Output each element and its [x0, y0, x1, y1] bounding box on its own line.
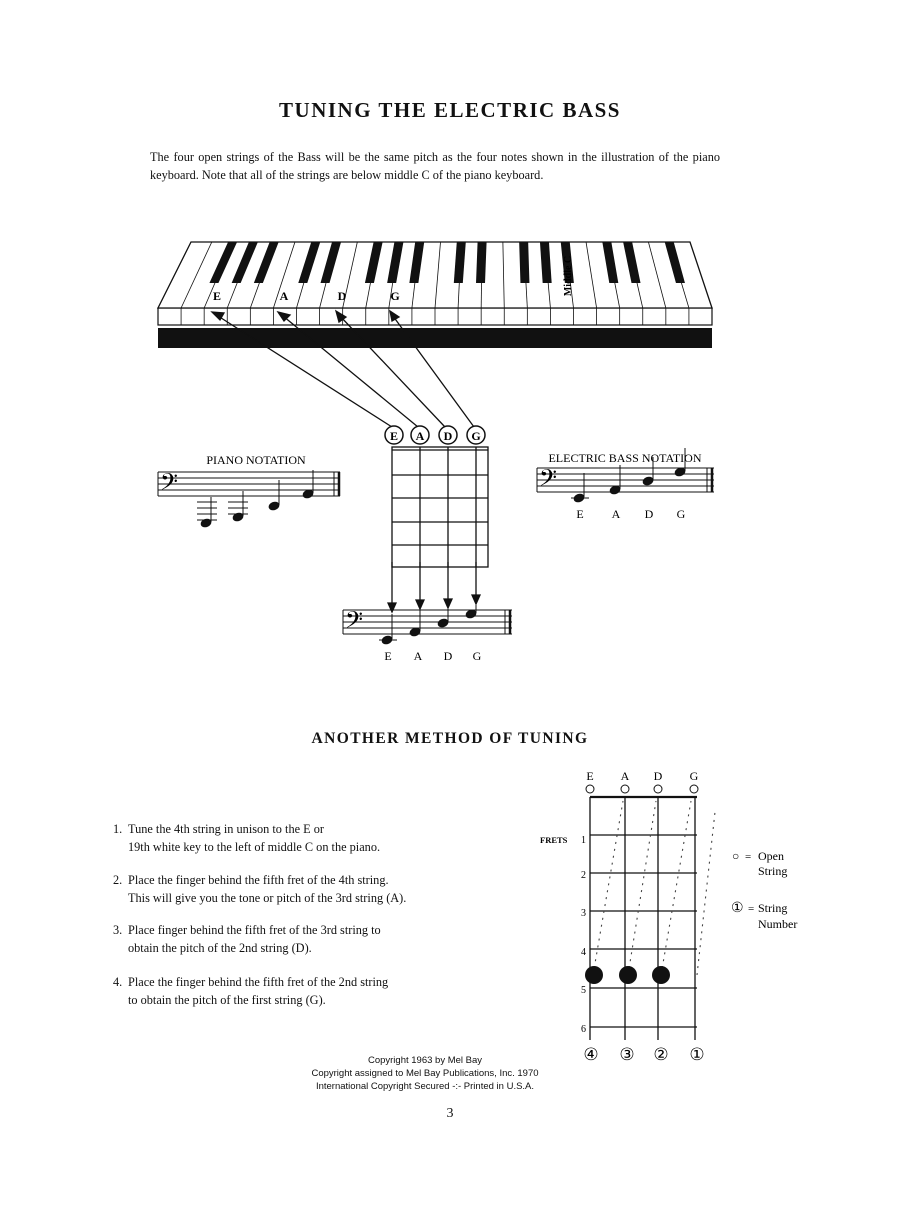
- piano-notation-label: PIANO NOTATION: [206, 453, 306, 467]
- string-number: ④: [583, 1045, 599, 1064]
- frets-label: FRETS: [540, 835, 568, 845]
- step-line: 19th white key to the left of middle C on the piano.: [128, 839, 381, 854]
- fret-number: 1: [581, 835, 586, 846]
- bass-notation-staff: [537, 468, 714, 498]
- open-string-letter: E: [586, 769, 594, 783]
- string-number: ①: [689, 1045, 705, 1064]
- step-item: [113, 974, 388, 1009]
- string-number-icon: ①: [731, 901, 744, 916]
- black-key: [476, 242, 487, 283]
- legend-equals: =: [745, 851, 752, 863]
- step-number: 1.: [113, 822, 123, 836]
- step-item: [113, 922, 381, 957]
- step-item: [113, 821, 380, 856]
- string-circle-a: A: [415, 429, 425, 443]
- bass-clef-icon: 𝄢: [539, 466, 558, 497]
- fret-number: 2: [581, 870, 586, 881]
- step-line: Place the finger behind the fifth fret of the 2nd string: [128, 975, 389, 989]
- legend-number-label: Number: [758, 917, 798, 931]
- step-line: to obtain the pitch of the first string (G).: [128, 992, 326, 1007]
- legend-equals: =: [748, 903, 755, 915]
- key-label-d: D: [337, 289, 347, 303]
- fret-number: 5: [581, 985, 586, 996]
- piano-notes: [200, 470, 314, 528]
- step-line: Place finger behind the fifth fret of the 3rd string to: [128, 923, 381, 937]
- step-line: Place the finger behind the fifth fret of the 4th string.: [128, 873, 389, 887]
- open-string-circles: [586, 785, 698, 793]
- center-staff: [343, 610, 512, 640]
- key-label-g: G: [390, 289, 400, 303]
- step-number: 3.: [113, 923, 123, 937]
- bass-note-letter: A: [611, 507, 621, 521]
- bass-clef-icon: 𝄢: [160, 470, 179, 501]
- bass-note-letter: G: [676, 507, 686, 521]
- step-line: Tune the 4th string in unison to the E or: [128, 822, 324, 836]
- open-string-letter: D: [653, 769, 663, 783]
- step-line: obtain the pitch of the 2nd string (D).: [128, 940, 312, 955]
- center-note-letter: D: [443, 649, 453, 663]
- middle-c-label: Middle C: [563, 255, 574, 297]
- string-number: ②: [653, 1045, 669, 1064]
- step-number: 4.: [113, 975, 123, 989]
- string-circle-g: G: [471, 429, 481, 443]
- bass-notation-label: ELECTRIC BASS NOTATION: [548, 451, 702, 465]
- intro-paragraph: The four open strings of the Bass will be the same pitch as the four notes shown in the illustration of the piano keyboard. Note that all of the strings are below middle C of the piano keyboard.: [150, 150, 720, 182]
- step-line: This will give you the tone or pitch of the 3rd string (A).: [128, 890, 407, 905]
- bass-clef-icon: 𝄢: [345, 608, 364, 639]
- legend-open-label: String: [758, 864, 788, 878]
- key-label-e: E: [212, 289, 222, 303]
- center-note-letter: A: [413, 649, 423, 663]
- section-subtitle: ANOTHER METHOD OF TUNING: [311, 730, 589, 747]
- bass-note-letter: E: [576, 507, 584, 521]
- step-number: 2.: [113, 873, 123, 887]
- copyright-block: [280, 1054, 570, 1093]
- string-circle-e: E: [389, 429, 399, 443]
- string-circles: [385, 426, 485, 444]
- open-circle-icon: ○: [732, 849, 740, 863]
- neck-to-staff-arrows: [388, 562, 480, 612]
- page-title: TUNING THE ELECTRIC BASS: [279, 98, 621, 122]
- open-string-letter: G: [689, 769, 699, 783]
- copyright-line: Copyright 1963 by Mel Bay: [367, 1055, 483, 1066]
- center-note-letter: E: [384, 649, 392, 663]
- center-note-letter: G: [472, 649, 482, 663]
- string-number: ③: [619, 1045, 635, 1064]
- legend-open-label: Open: [758, 849, 784, 863]
- legend-number-label: String: [758, 901, 788, 915]
- open-string-letter: A: [620, 769, 630, 783]
- fret-number: 6: [581, 1024, 586, 1035]
- fretboard-grid: [590, 797, 697, 1040]
- bass-note-letter: D: [644, 507, 654, 521]
- bass-neck-diagram: [392, 447, 488, 567]
- key-label-a: A: [279, 289, 289, 303]
- copyright-line: Copyright assigned to Mel Bay Publications, Inc. 1970: [311, 1068, 539, 1079]
- fret-number: 3: [581, 908, 586, 919]
- black-key: [519, 242, 529, 283]
- copyright-line: International Copyright Secured -:- Printed in U.S.A.: [315, 1081, 535, 1092]
- page-number: 3: [446, 1106, 454, 1121]
- step-item: [113, 872, 406, 907]
- fret-number: 4: [581, 947, 586, 958]
- center-notes: [381, 605, 477, 645]
- fret-five-dots: [585, 966, 670, 984]
- string-circle-d: D: [443, 429, 453, 443]
